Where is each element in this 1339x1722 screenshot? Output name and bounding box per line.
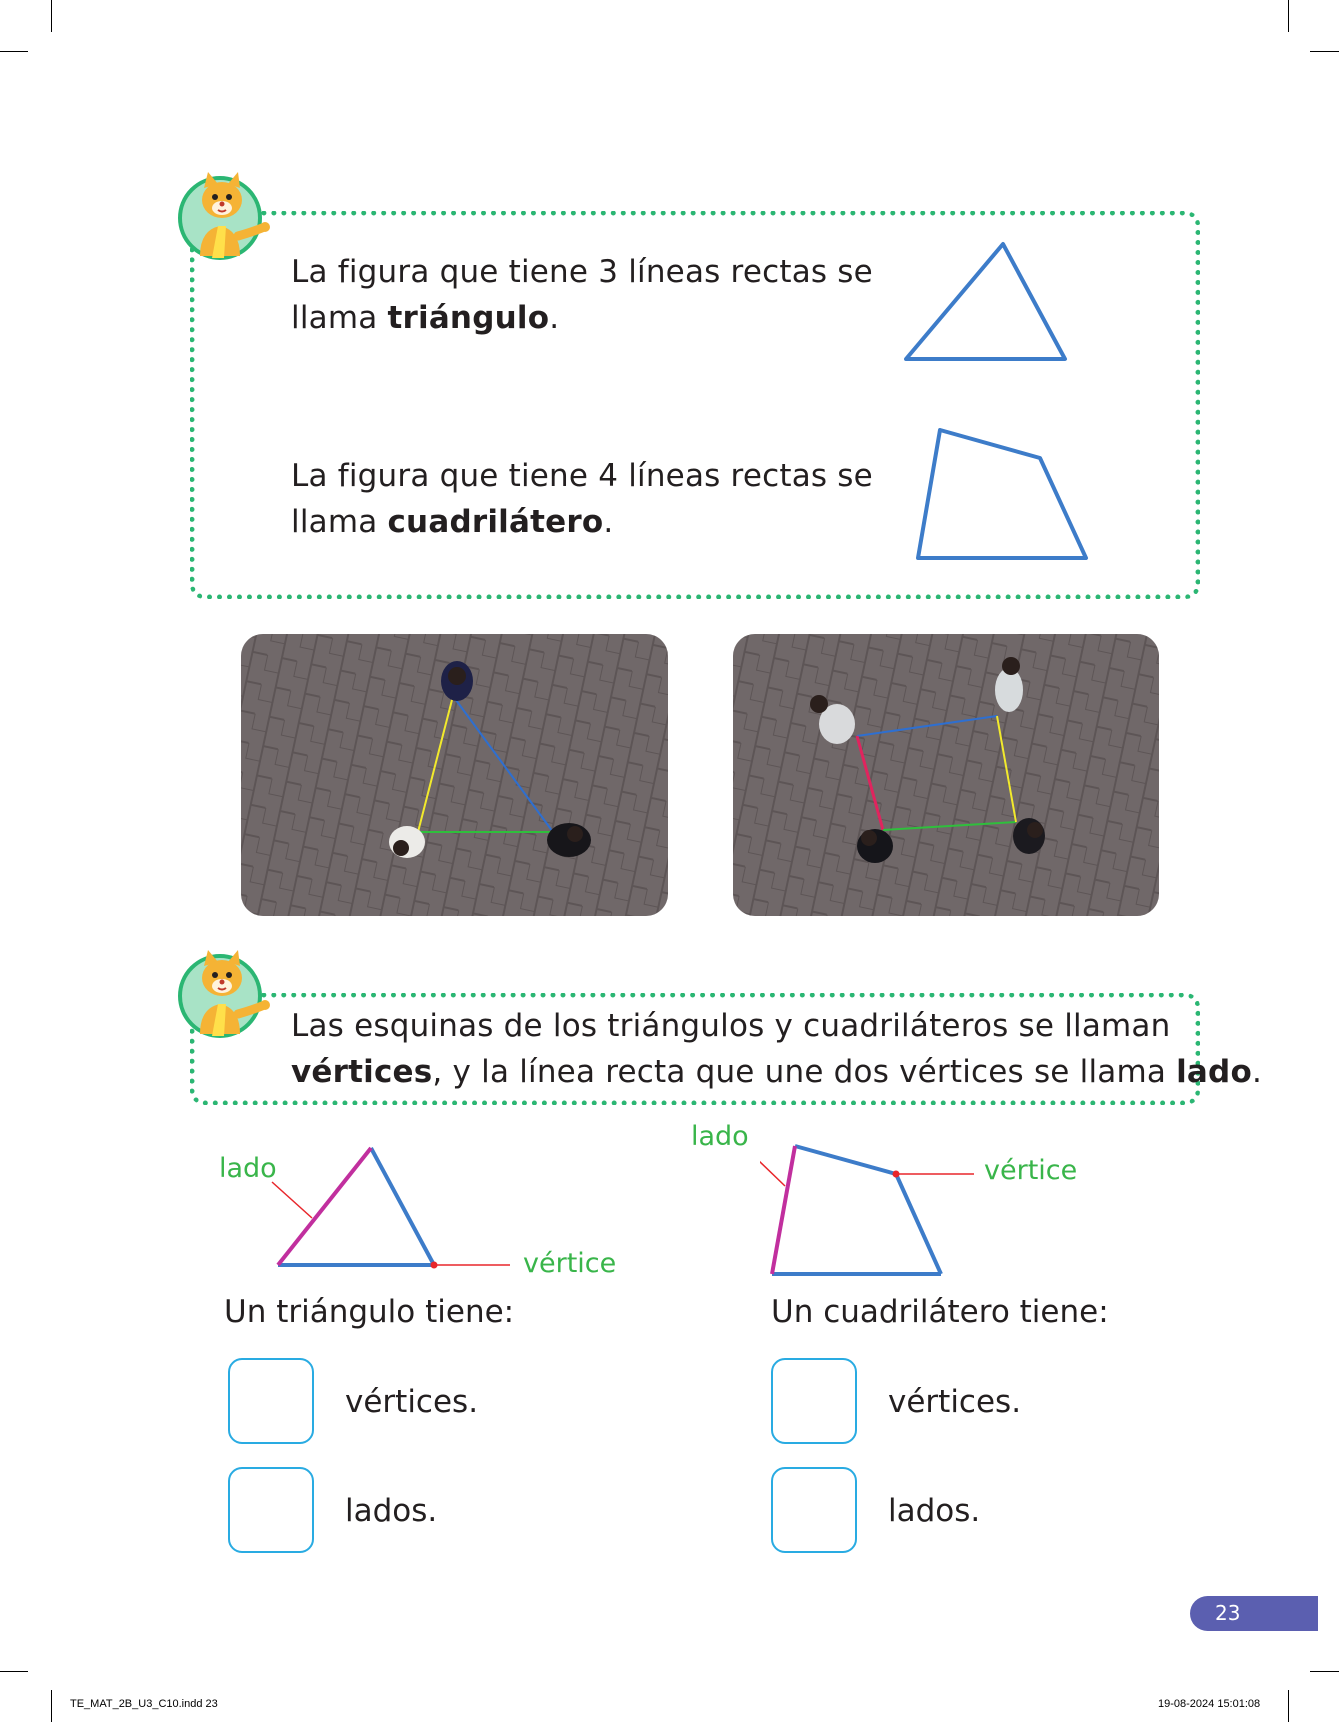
crop-mark bbox=[0, 51, 28, 52]
crop-mark bbox=[1288, 1690, 1289, 1722]
triangle-shape-icon bbox=[900, 238, 1070, 364]
term-triangulo: triángulo bbox=[387, 300, 550, 336]
quadrilateral-shape-icon bbox=[912, 424, 1092, 562]
quad-definition-line1: La figura que tiene 4 líneas rectas se bbox=[291, 458, 873, 494]
quadrilateral-vertices-answer-box[interactable] bbox=[771, 1358, 857, 1444]
quadrilateral-vertices-label: vértices. bbox=[888, 1384, 1022, 1420]
triangle-vertex-label: vértice bbox=[523, 1248, 617, 1279]
triangle-sides-label: lados. bbox=[345, 1493, 438, 1529]
triangle-side-label: lado bbox=[219, 1153, 277, 1184]
quadrilateral-sides-answer-box[interactable] bbox=[771, 1467, 857, 1553]
photo-children-quadrilateral bbox=[733, 634, 1159, 916]
vertex-definition-line1: Las esquinas de los triángulos y cuadriláteros se llaman bbox=[291, 1008, 1171, 1044]
cat-mascot-icon bbox=[178, 166, 282, 262]
quadrilateral-side-label: lado bbox=[691, 1121, 749, 1152]
quadrilateral-vertex-label: vértice bbox=[984, 1155, 1078, 1186]
quadrilateral-question-heading: Un cuadrilátero tiene: bbox=[771, 1294, 1109, 1330]
labeled-triangle-diagram bbox=[270, 1140, 520, 1280]
triangle-sides-answer-box[interactable] bbox=[228, 1467, 314, 1553]
crop-mark bbox=[51, 0, 52, 32]
footer-file-info: TE_MAT_2B_U3_C10.indd 23 bbox=[70, 1698, 218, 1710]
triangle-vertices-answer-box[interactable] bbox=[228, 1358, 314, 1444]
photo-children-triangle bbox=[241, 634, 668, 916]
footer-timestamp: 19-08-2024 15:01:08 bbox=[1158, 1698, 1261, 1710]
vertex-definition-line2: vértices, y la línea recta que une dos vértices se llama lado. bbox=[291, 1054, 1263, 1090]
triangle-vertices-label: vértices. bbox=[345, 1384, 479, 1420]
quad-definition-line2: llama cuadrilátero. bbox=[291, 504, 614, 540]
labeled-quadrilateral-diagram bbox=[760, 1134, 980, 1286]
triangle-definition-line1: La figura que tiene 3 líneas rectas se bbox=[291, 254, 873, 290]
triangle-question-heading: Un triángulo tiene: bbox=[224, 1294, 515, 1330]
cat-mascot-icon bbox=[178, 944, 282, 1040]
crop-mark bbox=[1310, 51, 1339, 52]
crop-mark bbox=[51, 1690, 52, 1722]
term-vertices: vértices bbox=[291, 1054, 433, 1090]
triangle-definition-line2: llama triángulo. bbox=[291, 300, 560, 336]
page-number: 23 bbox=[1190, 1596, 1318, 1631]
term-lado: lado bbox=[1176, 1054, 1252, 1090]
quadrilateral-sides-label: lados. bbox=[888, 1493, 981, 1529]
crop-mark bbox=[1310, 1671, 1339, 1672]
crop-mark bbox=[1288, 0, 1289, 32]
term-cuadrilatero: cuadrilátero bbox=[387, 504, 604, 540]
crop-mark bbox=[0, 1671, 28, 1672]
